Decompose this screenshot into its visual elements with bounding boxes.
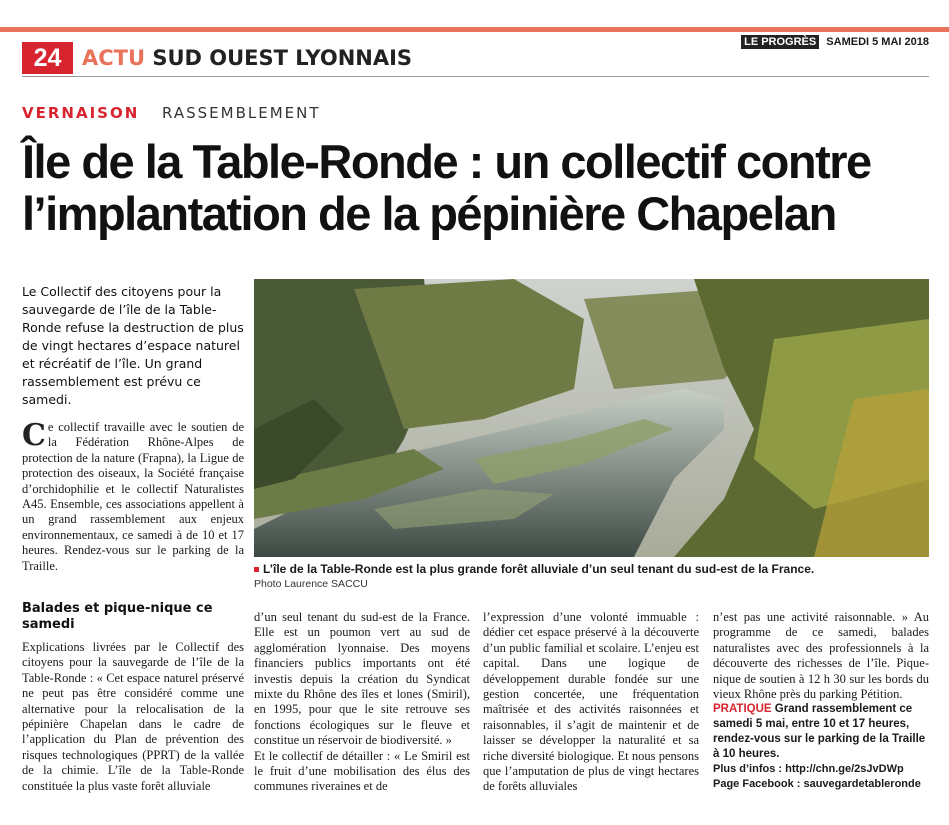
newspaper-logo: LE PROGRÈS: [741, 35, 819, 49]
caption-text: L’île de la Table-Ronde est la plus grande forêt alluviale d’un seul tenant du sud-est de la France.: [263, 562, 815, 576]
article-intro: [22, 420, 244, 574]
article-photo: [254, 279, 929, 557]
body-column-3: l’expression d’une volonté immuable : dédier cet espace préservé à la découverte d’un public familial et scolaire. L’enjeu est capital. Dans une logique de développement durable fondée sur une gestion concertée, une fréquentation maîtrisée et des activités raisonnées et raisonnables, il s’agit de maintenir et de laisser se développer la naturalité et sa riche diversité biologique. Et nous pensons que l’amputation de plus de vingt hectares de forêts alluviales: [483, 610, 699, 794]
body-column-2: [254, 610, 470, 795]
kicker-kind: RASSEMBLEMENT: [162, 104, 321, 122]
article-subhead: Balades et pique-nique ce samedi: [22, 601, 213, 632]
info-facebook: Page Facebook : sauvegardetableronde: [713, 778, 921, 791]
body-column-1: Explications livrées par le Collectif des citoyens pour la sauvegarde de l’île de la Table-Ronde : « Cet espace naturel préservé ne peut pas être considéré comme une alternative pour la relocalisation de la pépinière Chapelan dans le cadre de l’application du Plan de prévention des risques technologiques (PPRT) de la vallée de la chimie. L’île de la Table-Ronde constituée la plus vaste forêt alluviale: [22, 640, 244, 793]
dateline: [741, 36, 929, 48]
column-2-paragraph-2: Et le collectif de détailler : « Le Smiril est le fruit d’une mobilisation des élus des communes riveraines et de: [254, 748, 470, 794]
info-website: Plus d’infos : http://chn.ge/2sJvDWp: [713, 763, 904, 776]
practical-tag: PRATIQUE: [713, 703, 772, 716]
rubric-section: SUD OUEST LYONNAIS: [152, 46, 413, 70]
header-divider: [22, 76, 929, 77]
rubric-actu: ACTU: [82, 46, 146, 70]
article-kicker: [22, 104, 321, 122]
photo-credit: Photo Laurence SACCU: [254, 578, 368, 590]
caption-bullet: [254, 567, 259, 572]
body-column-4: [713, 610, 929, 792]
column-2-paragraph-1: d’un seul tenant du sud-est de la France. Elle est un poumon vert au sud de agglomération lyonnaise. Des moyens financiers publics importants ont été investis depuis la création du Syndicat mixte du Rhône des îles et lones (Smiril), en 1995, pour que le site retrouve ses fonctions écologiques sur le fleuve et constitue un réservoir de biodiversité. »: [254, 610, 470, 748]
page-number: 24: [22, 42, 73, 74]
practical-text: Grand rassemblement ce samedi 5 mai, entre 10 et 17 heures, rendez-vous sur le parking de la Traille à 10 heures.: [713, 703, 926, 761]
intro-text: e collectif travaille avec le soutien de la Fédération Rhône-Alpes de protection de la nature (Frapna), la Ligue de protection des oiseaux, la Société française d’orchidophilie et le collectif Naturalistes A45. Ensemble, ces associations appellent à un grand rassemblement aux enjeux environnementaux, ce samedi à de 10 et 17 heures. Rendez-vous sur le parking de la Traille.: [22, 420, 244, 573]
section-rubric: [82, 42, 412, 74]
issue-date: SAMEDI 5 MAI 2018: [826, 36, 929, 48]
column-4-text: n’est pas une activité raisonnable. » Au programme de ce samedi, balades naturalistes avec des professionnels à la découverte des richesses de l’île. Pique-nique de soutien à 12 h 30 sur les bords du vieux Rhône près du parking Pétition.: [713, 610, 929, 702]
practical-info: [713, 702, 929, 762]
photo-caption: [254, 562, 929, 576]
drop-cap: C: [22, 418, 46, 453]
page-header: [22, 32, 929, 76]
article-lead: Le Collectif des citoyens pour la sauvegarde de l’île de la Table-Ronde refuse la destruction de plus de vingt hectares d’espace naturel et récréatif de l’île. Un grand rassemblement est prévu ce samedi.: [22, 284, 244, 407]
article-headline: Île de la Table-Ronde : un collectif contre l’implantation de la pépinière Chapelan: [22, 135, 871, 240]
kicker-place: VERNAISON: [22, 104, 140, 122]
